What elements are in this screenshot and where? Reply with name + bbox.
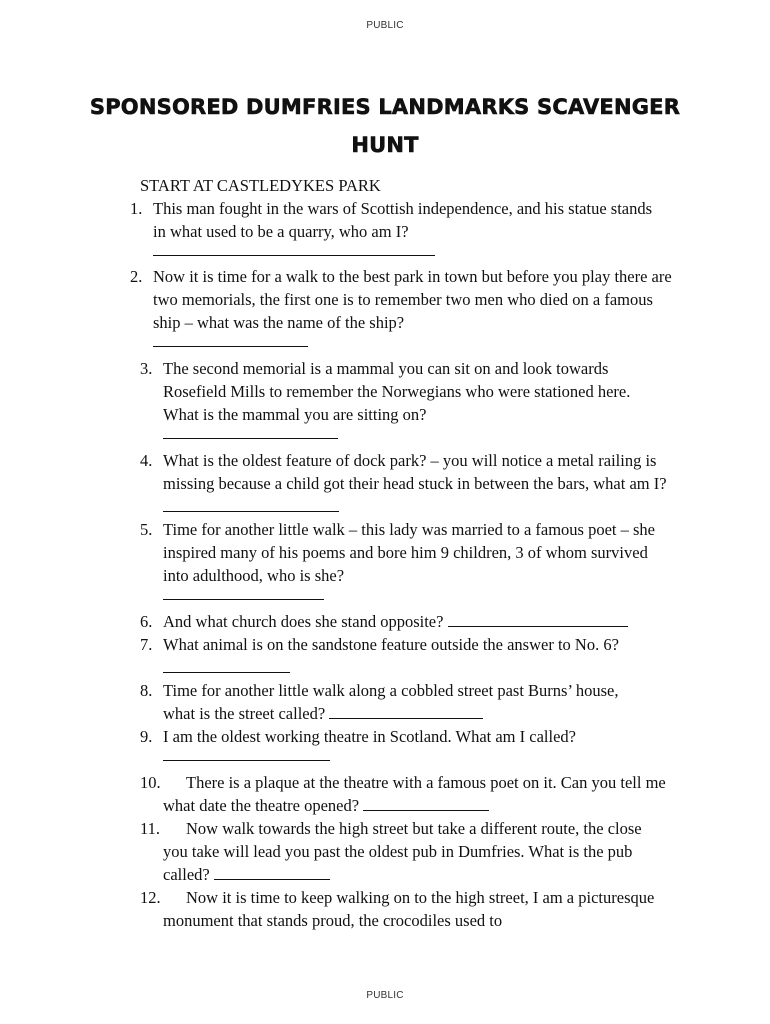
question-number: 4. — [140, 451, 153, 470]
answer-blank[interactable] — [153, 334, 308, 347]
question-10 — [140, 771, 680, 817]
question-text: Now it is time for a walk to the best park in town but before you play there are two memorials, the first one is to remember two men who died on a famous ship – what was the name of the ship? — [153, 267, 672, 332]
page-title: SPONSORED DUMFRIES LANDMARKS SCAVENGER HUNT — [89, 95, 681, 157]
question-9 — [140, 725, 680, 761]
question-number: 8. — [140, 681, 153, 700]
question-12 — [140, 886, 680, 932]
answer-blank[interactable] — [163, 426, 338, 439]
question-3 — [140, 357, 680, 439]
question-6 — [140, 610, 685, 633]
question-number: 3. — [140, 359, 153, 378]
question-5 — [140, 518, 680, 600]
question-text: Time for another little walk along a cobbled street past Burns’ house, what is the street called? — [163, 681, 619, 723]
answer-blank[interactable] — [214, 864, 330, 880]
answer-blank[interactable] — [448, 611, 628, 627]
question-text: Time for another little walk – this lady was married to a famous poet – she inspired many of his poems and bore him 9 children, 3 of whom survived into adulthood, who is she? — [163, 520, 655, 585]
question-text: I am the oldest working theatre in Scotland. What am I called? — [163, 727, 576, 746]
question-text: This man fought in the wars of Scottish independence, and his statue stands in what used to be a quarry, who am I? — [153, 199, 653, 241]
classification-header: PUBLIC — [366, 20, 404, 31]
answer-blank[interactable] — [329, 703, 483, 719]
question-number: 10. — [140, 773, 161, 792]
question-number: 9. — [140, 727, 153, 746]
question-text: The second memorial is a mammal you can sit on and look towards Rosefield Mills to remember the Norwegians who were stationed here. What is the mammal you are sitting on? — [163, 359, 631, 424]
question-1 — [130, 197, 660, 256]
answer-blank[interactable] — [163, 748, 330, 761]
question-text: There is a plaque at the theatre with a famous poet on it. Can you tell me what date the theatre opened? — [163, 773, 666, 815]
answer-blank[interactable] — [163, 657, 290, 673]
question-4 — [140, 449, 680, 518]
question-text: What animal is on the sandstone feature outside the answer to No. 6? — [163, 633, 678, 679]
question-text: Now walk towards the high street but take a different route, the close you take will lead you past the oldest pub in Dumfries. What is the pub called? — [163, 819, 642, 884]
question-8 — [140, 679, 680, 725]
answer-blank[interactable] — [363, 795, 489, 811]
question-number: 6. — [140, 612, 153, 631]
question-number: 5. — [140, 520, 153, 539]
question-number: 11. — [140, 819, 161, 838]
start-instruction: START AT CASTLEDYKES PARK — [140, 176, 381, 195]
question-number: 12. — [140, 888, 161, 907]
question-11 — [140, 817, 680, 886]
question-number: 2. — [130, 267, 143, 286]
answer-blank[interactable] — [153, 243, 435, 256]
answer-blank[interactable] — [163, 496, 339, 512]
question-text: What is the oldest feature of dock park? – you will notice a metal railing is missing because a child got their head stuck in between the bars, what am I? — [163, 449, 668, 518]
question-7 — [140, 633, 680, 679]
question-text: And what church does she stand opposite? — [163, 610, 683, 633]
question-2 — [130, 265, 690, 347]
question-number: 1. — [130, 199, 143, 218]
answer-blank[interactable] — [163, 587, 324, 600]
question-number: 7. — [140, 635, 153, 654]
question-text: Now it is time to keep walking on to the high street, I am a picturesque monument that stands proud, the crocodiles used to — [163, 888, 655, 930]
classification-footer: PUBLIC — [366, 990, 404, 1001]
